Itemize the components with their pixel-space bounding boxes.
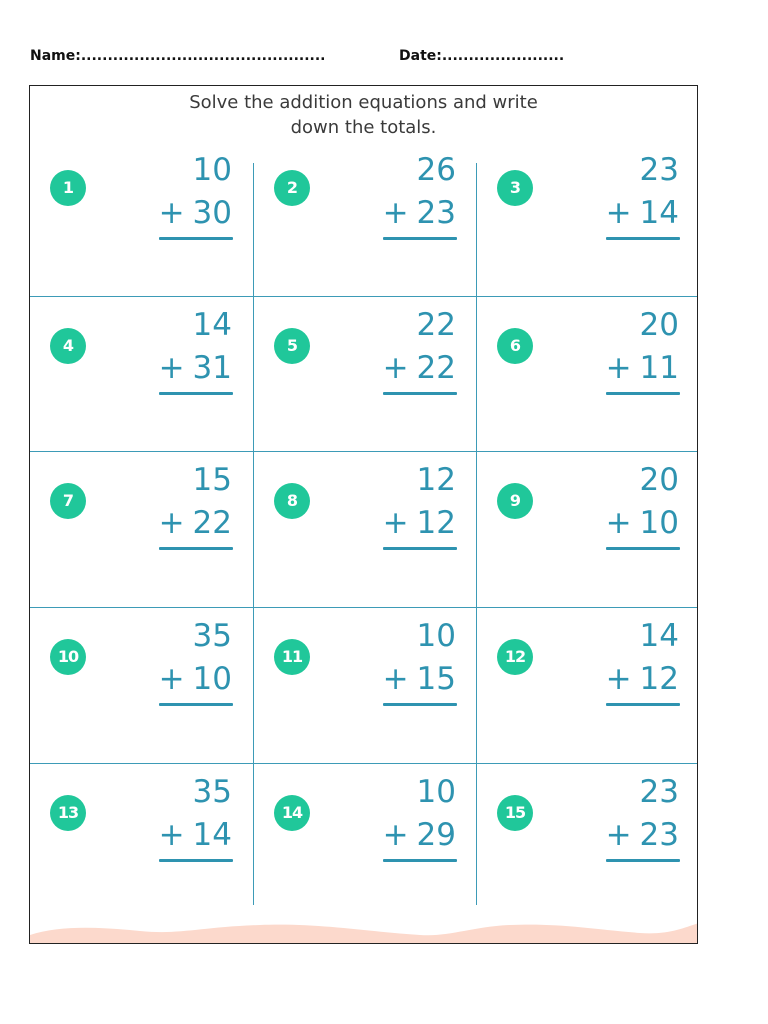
problem-cell bbox=[477, 708, 698, 863]
answer-line bbox=[383, 703, 457, 706]
addend-bottom: 14 bbox=[639, 195, 679, 231]
plus-sign: + bbox=[382, 817, 409, 853]
problem-number-badge: 12 bbox=[497, 639, 533, 675]
addend-bottom-row bbox=[159, 350, 232, 386]
addend-bottom: 22 bbox=[416, 350, 456, 386]
answer-line bbox=[606, 392, 680, 395]
addend-top: 10 bbox=[416, 774, 456, 810]
plus-sign: + bbox=[605, 195, 632, 231]
problem-cell bbox=[30, 708, 252, 863]
plus-sign: + bbox=[158, 350, 185, 386]
decorative-wave bbox=[30, 917, 698, 943]
addend-top: 12 bbox=[416, 462, 456, 498]
addend-top: 35 bbox=[192, 774, 232, 810]
answer-line bbox=[606, 859, 680, 862]
plus-sign: + bbox=[158, 661, 185, 697]
problem-cell bbox=[254, 396, 476, 551]
problem-cell bbox=[30, 552, 252, 707]
addend-bottom: 11 bbox=[639, 350, 679, 386]
addend-bottom: 23 bbox=[639, 817, 679, 853]
addend-bottom: 10 bbox=[639, 505, 679, 541]
instructions-line-1: Solve the addition equations and write bbox=[189, 92, 538, 113]
problem-cell bbox=[254, 708, 476, 863]
answer-line bbox=[383, 859, 457, 862]
plus-sign: + bbox=[605, 817, 632, 853]
addend-bottom-row bbox=[159, 505, 232, 541]
addend-bottom-row bbox=[383, 350, 456, 386]
problem-cell bbox=[30, 86, 252, 241]
addend-bottom: 14 bbox=[192, 817, 232, 853]
plus-sign: + bbox=[158, 195, 185, 231]
addend-bottom-row bbox=[383, 661, 456, 697]
addend-bottom-row bbox=[159, 661, 232, 697]
problem-cell bbox=[477, 396, 698, 551]
plus-sign: + bbox=[382, 505, 409, 541]
problem-number-badge: 2 bbox=[274, 170, 310, 206]
addend-top: 26 bbox=[416, 152, 456, 188]
problem-cell bbox=[254, 552, 476, 707]
problem-cell bbox=[477, 86, 698, 241]
answer-line bbox=[159, 392, 233, 395]
problem-number-badge: 13 bbox=[50, 795, 86, 831]
problem-cell bbox=[477, 552, 698, 707]
problem-cell bbox=[30, 396, 252, 551]
addend-bottom-row bbox=[383, 505, 456, 541]
addend-bottom: 30 bbox=[192, 195, 232, 231]
instructions-line-2: down the totals. bbox=[290, 117, 437, 138]
plus-sign: + bbox=[605, 505, 632, 541]
answer-line bbox=[159, 703, 233, 706]
answer-line bbox=[606, 703, 680, 706]
problem-number-badge: 10 bbox=[50, 639, 86, 675]
addend-bottom-row bbox=[383, 817, 456, 853]
problem-number-badge: 6 bbox=[497, 328, 533, 364]
addend-bottom: 12 bbox=[416, 505, 456, 541]
date-field-label: Date:....................... bbox=[399, 48, 565, 64]
problem-number-badge: 4 bbox=[50, 328, 86, 364]
answer-line bbox=[383, 547, 457, 550]
problem-number-badge: 14 bbox=[274, 795, 310, 831]
addend-bottom-row bbox=[606, 350, 679, 386]
addend-bottom-row bbox=[606, 195, 679, 231]
name-field-label: Name:.............................................. bbox=[30, 48, 326, 64]
problem-cell bbox=[30, 241, 252, 396]
addend-bottom-row bbox=[606, 817, 679, 853]
addend-bottom: 31 bbox=[192, 350, 232, 386]
addend-bottom: 29 bbox=[416, 817, 456, 853]
answer-line bbox=[159, 859, 233, 862]
answer-line bbox=[383, 392, 457, 395]
problem-cell bbox=[254, 86, 476, 241]
addend-top: 20 bbox=[639, 307, 679, 343]
addend-top: 15 bbox=[192, 462, 232, 498]
addend-top: 23 bbox=[639, 152, 679, 188]
problem-number-badge: 5 bbox=[274, 328, 310, 364]
answer-line bbox=[606, 237, 680, 240]
plus-sign: + bbox=[158, 505, 185, 541]
addend-top: 10 bbox=[192, 152, 232, 188]
problem-number-badge: 7 bbox=[50, 483, 86, 519]
addend-bottom: 23 bbox=[416, 195, 456, 231]
answer-line bbox=[159, 237, 233, 240]
plus-sign: + bbox=[605, 350, 632, 386]
addend-bottom-row bbox=[606, 505, 679, 541]
addend-top: 14 bbox=[192, 307, 232, 343]
problem-number-badge: 1 bbox=[50, 170, 86, 206]
addend-bottom: 10 bbox=[192, 661, 232, 697]
answer-line bbox=[383, 237, 457, 240]
addend-top: 23 bbox=[639, 774, 679, 810]
addend-bottom: 15 bbox=[416, 661, 456, 697]
answer-line bbox=[606, 547, 680, 550]
plus-sign: + bbox=[382, 350, 409, 386]
addend-top: 22 bbox=[416, 307, 456, 343]
problem-number-badge: 15 bbox=[497, 795, 533, 831]
addend-bottom: 22 bbox=[192, 505, 232, 541]
problem-number-badge: 8 bbox=[274, 483, 310, 519]
addend-bottom: 12 bbox=[639, 661, 679, 697]
answer-line bbox=[159, 547, 233, 550]
plus-sign: + bbox=[605, 661, 632, 697]
problem-cell bbox=[254, 241, 476, 396]
addend-top: 10 bbox=[416, 618, 456, 654]
addend-bottom-row bbox=[383, 195, 456, 231]
wave-shape bbox=[30, 923, 698, 943]
addend-bottom-row bbox=[159, 195, 232, 231]
worksheet-frame bbox=[29, 85, 698, 944]
plus-sign: + bbox=[382, 195, 409, 231]
problem-number-badge: 9 bbox=[497, 483, 533, 519]
addend-bottom-row bbox=[159, 817, 232, 853]
addend-bottom-row bbox=[606, 661, 679, 697]
addend-top: 14 bbox=[639, 618, 679, 654]
plus-sign: + bbox=[158, 817, 185, 853]
addend-top: 20 bbox=[639, 462, 679, 498]
addend-top: 35 bbox=[192, 618, 232, 654]
problem-cell bbox=[477, 241, 698, 396]
problem-number-badge: 3 bbox=[497, 170, 533, 206]
plus-sign: + bbox=[382, 661, 409, 697]
problem-number-badge: 11 bbox=[274, 639, 310, 675]
